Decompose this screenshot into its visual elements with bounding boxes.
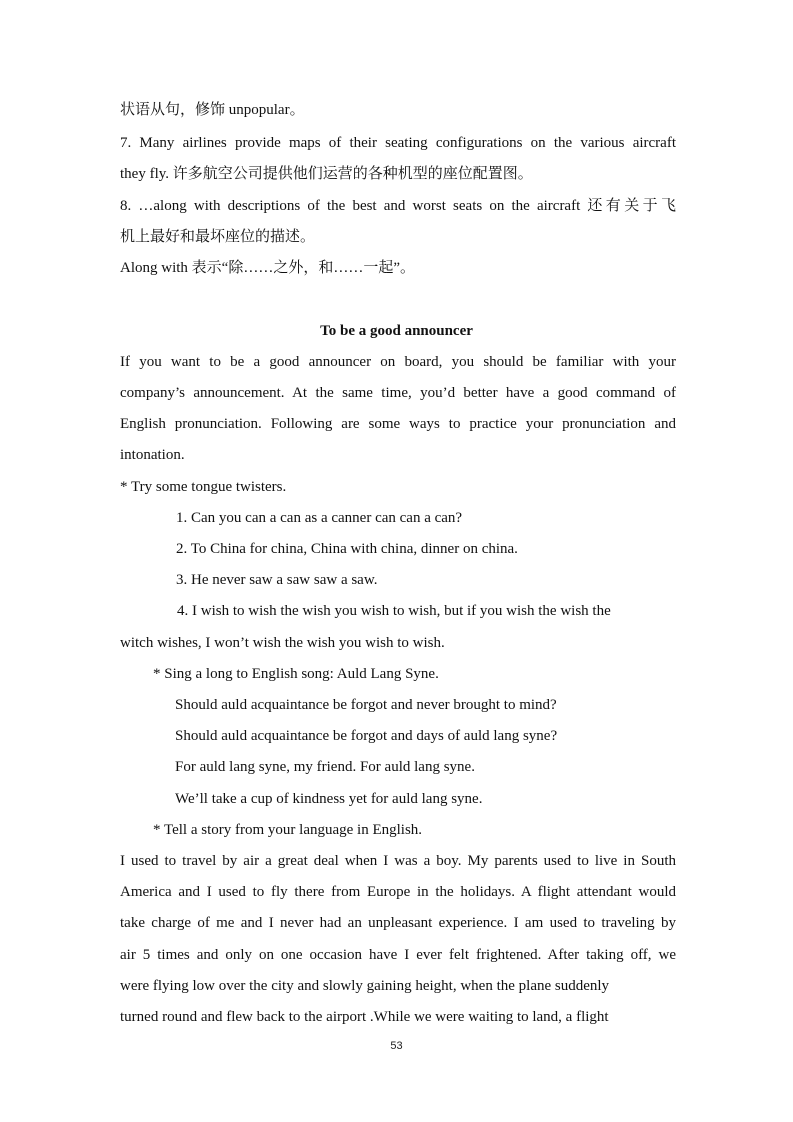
song-line: We’ll take a cup of kindness yet for auld lang syne. (175, 791, 483, 807)
intro-line: intonation. (120, 447, 185, 463)
twister-item-cont: witch wishes, I won’t wish the wish you wish to wish. (120, 635, 445, 651)
intro-line: company’s announcement. At the same time, you’d better have a good command of (120, 385, 676, 401)
note-line-8: 8. …along with descriptions of the best and worst seats on the aircraft 还有关于飞 (120, 198, 676, 214)
story-line: I used to travel by air a great deal when I was a boy. My parents used to live in South (120, 853, 676, 869)
note-line-7: 7. Many airlines provide maps of their seating configurations on the various aircraft (120, 135, 676, 151)
song-line: Should auld acquaintance be forgot and never brought to mind? (175, 697, 557, 713)
story-line: air 5 times and only on one occasion have I ever felt frightened. After taking off, we (120, 947, 676, 963)
bullet-tongue-twisters: * Try some tongue twisters. (120, 479, 287, 495)
section-title: To be a good announcer (320, 323, 473, 339)
song-line: For auld lang syne, my friend. For auld lang syne. (175, 759, 475, 775)
note-line-8-cont: 机上最好和最坏座位的描述。 (120, 229, 316, 245)
page-number: 53 (390, 1040, 403, 1052)
bullet-story: * Tell a story from your language in English. (153, 822, 423, 838)
twister-item: 1. Can you can a can as a canner can can a can? (176, 510, 463, 526)
twister-item: 4. I wish to wish the wish you wish to wish, but if you wish the wish the (177, 603, 611, 619)
intro-line: English pronunciation. Following are some ways to practice your pronunciation and (120, 416, 676, 432)
story-line: were flying low over the city and slowly gaining height, when the plane suddenly (120, 978, 610, 994)
song-line: Should auld acquaintance be forgot and days of auld lang syne? (175, 728, 558, 744)
note-line-7-translation: they fly. 许多航空公司提供他们运营的各种机型的座位配置图。 (120, 166, 533, 182)
note-line-1: 状语从句，修饰 unpopular。 (120, 102, 305, 118)
story-line: turned round and flew back to the airport .While we were waiting to land, a flight (120, 1009, 609, 1025)
story-line: America and I used to fly there from Europe in the holidays. A flight attendant would (120, 884, 676, 900)
bullet-song: * Sing a long to English song: Auld Lang Syne. (153, 666, 439, 682)
twister-item: 2. To China for china, China with china, dinner on china. (176, 541, 518, 557)
twister-item: 3. He never saw a saw saw a saw. (176, 572, 378, 588)
story-line: take charge of me and I never had an unpleasant experience. I am used to traveling by (120, 915, 676, 931)
note-along-with: Along with 表示“除……之外，和……一起”。 (120, 260, 415, 276)
intro-line: If you want to be a good announcer on board, you should be familiar with your (120, 354, 676, 370)
